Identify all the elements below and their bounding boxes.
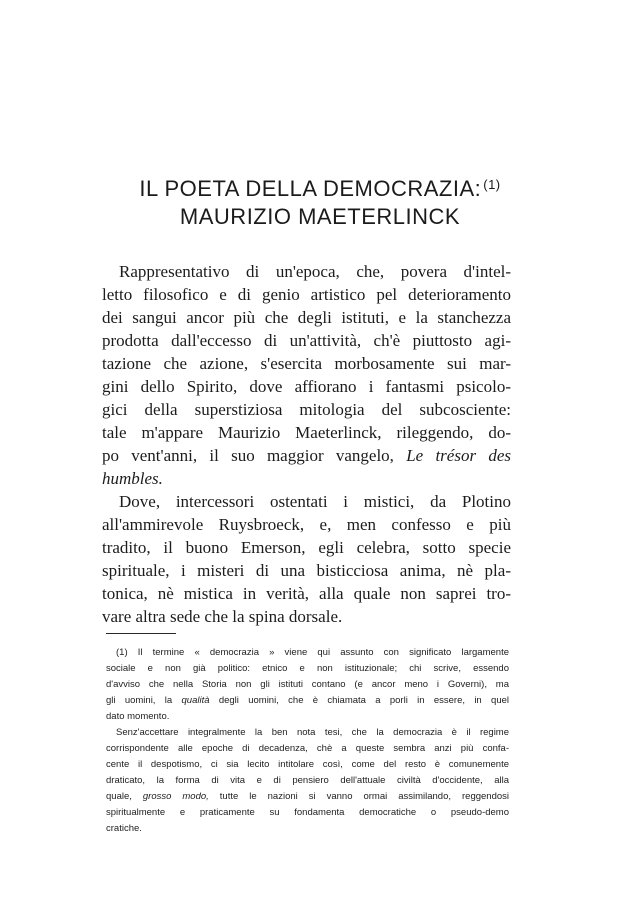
footnote-line	[106, 790, 509, 803]
footnote-line: cratiche.	[106, 823, 142, 834]
book-title-italic: Le trésor des	[406, 446, 511, 465]
title-line-2: MAURIZIO MAETERLINCK	[179, 204, 461, 229]
title-line-1	[0, 176, 640, 202]
footnote-line: corrispondente alle epoche di decadenza, chè a queste sembra anzi più confa-	[106, 743, 509, 754]
body-line: Dove, intercessori ostentati i mistici, da Plotino	[119, 492, 511, 511]
body-line: vare altra sede che la spina dorsale.	[102, 607, 343, 626]
footnote-line: (1) Il termine « democrazia » viene qui assunto con significato largamente	[116, 647, 509, 658]
body-line: letto filosofico e di genio artistico pel deterioramento	[102, 285, 511, 304]
footnote-line: cente il despotismo, ci sia lecito intitolare così, come del resto è comunemente	[106, 759, 509, 770]
footnote-text: quale,	[106, 791, 132, 802]
body-line: gini dello Spirito, dove affiorano i fantasmi psicolo-	[102, 377, 511, 396]
body-text: po vent'anni, il suo maggior vangelo,	[102, 446, 394, 465]
footnote-text: tutte le nazioni si vanno ormai assimilando, reggendosi	[219, 791, 510, 802]
body-line: spirituale, i misteri di una bisticciosa anima, nè pla-	[102, 561, 511, 580]
body-line: tonica, nè mistica in verità, alla quale non saprei tro-	[102, 584, 511, 603]
title-line-1-text: IL POETA DELLA DEMOCRAZIA:	[139, 176, 482, 201]
footnote-line: sociale e non già politico: etnico e non istituzionale; chi scrive, essendo	[106, 663, 509, 674]
footnote-line: draticato, la forma di vita e di pensiero dell'attuale civiltà d'occidente, alla	[106, 775, 509, 786]
footnote-separator	[106, 633, 176, 634]
body-line: tale m'appare Maurizio Maeterlinck, rileggendo, do-	[102, 423, 511, 442]
body-line: dei sangui ancor più che degli istituti, e la stanchezza	[102, 308, 511, 327]
footnote-text: gli uomini, la	[106, 695, 173, 706]
body-line	[102, 469, 511, 489]
footnote-text: degli uomini, che è chiamata a porli in essere, in quel	[218, 695, 510, 706]
footnote-line: spiritualmente e praticamente su fondamenta democratiche o pseudo-demo	[106, 807, 509, 818]
footnote-italic: grosso modo,	[142, 791, 209, 802]
footnote-line: Senz'accettare integralmente la ben nota tesi, che la democrazia è il regime	[116, 727, 509, 738]
body-line: gici della superstiziosa mitologia del subcosciente:	[102, 400, 511, 419]
book-title-italic: humbles.	[102, 469, 163, 488]
body-line: prodotta dall'eccesso di un'attività, ch'è piuttosto agi-	[102, 331, 511, 350]
footnote-line	[106, 694, 509, 707]
body-line	[102, 446, 511, 466]
footnote-italic: qualità	[181, 695, 210, 706]
body-line: all'ammirevole Ruysbroeck, e, men confesso e più	[102, 515, 511, 534]
footnote-line: dato momento.	[106, 711, 170, 722]
body-line: tradito, il buono Emerson, egli celebra, sotto specie	[102, 538, 511, 557]
footnote-line: d'avviso che nella Storia non gli istituti contano (e ancor meno i Governi), ma	[106, 679, 509, 690]
footnote-reference-mark: (1)	[483, 177, 501, 192]
body-line: tazione che azione, s'esercita morbosamente sui mar-	[102, 354, 511, 373]
body-line: Rappresentativo di un'epoca, che, povera d'intel-	[119, 262, 511, 281]
